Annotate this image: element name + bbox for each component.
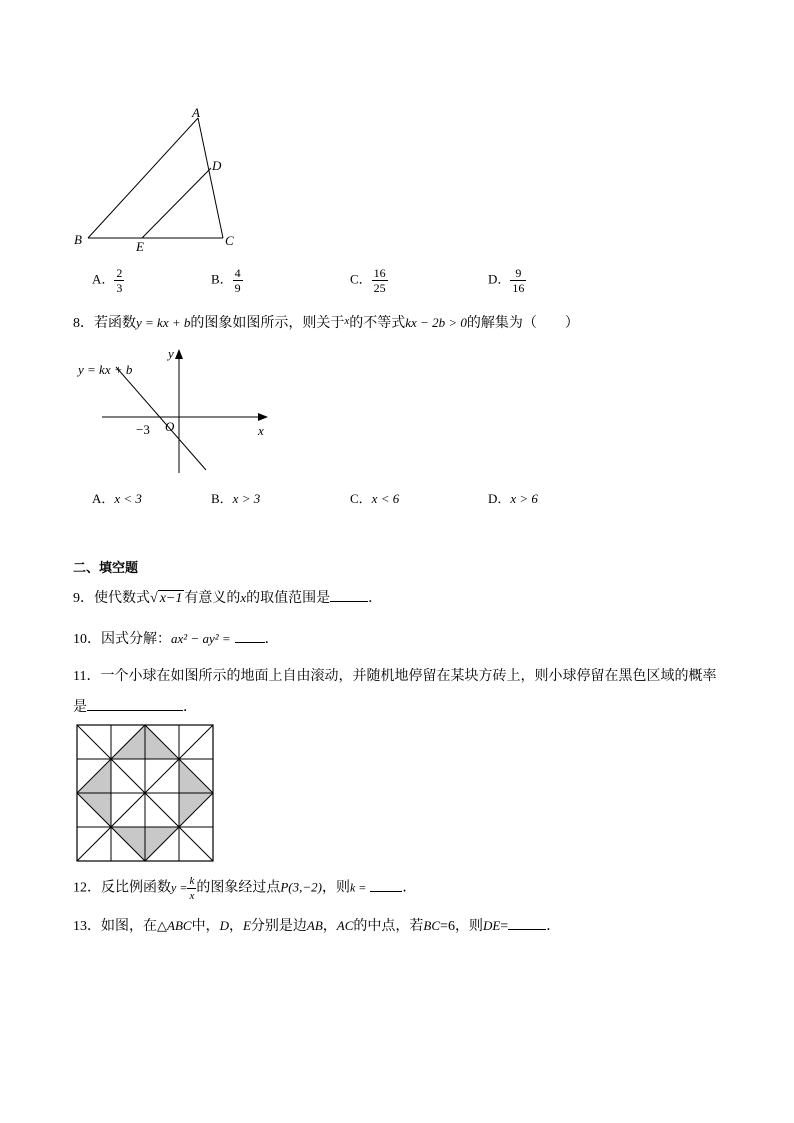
- q7-option-a[interactable]: A． $\frac{2}{3}$: [92, 266, 123, 295]
- segment-de: [142, 168, 211, 238]
- linear-graph-svg: [72, 343, 282, 483]
- q8-option-d[interactable]: D．x > 6: [488, 491, 538, 506]
- q8-option-c[interactable]: C．x < 6: [350, 491, 400, 506]
- y-axis-label: y: [168, 346, 174, 361]
- q9-answer-blank[interactable]: [330, 600, 368, 602]
- label-d: D: [212, 158, 222, 173]
- q7-option-d[interactable]: D． $\frac{9}{16}$: [488, 266, 525, 295]
- label-c: C: [225, 233, 234, 248]
- origin-label: O: [165, 419, 175, 434]
- q12-answer-blank[interactable]: [370, 890, 402, 892]
- triangle-svg: [70, 100, 250, 260]
- q11-question-line1: 11．一个小球在如图所示的地面上自由滚动，并随机地停留在某块方砖上，则小球停留在黑色区域的概率: [73, 669, 717, 684]
- grid-lines: [77, 725, 213, 861]
- section-fill-in-blank-title: 二、填空题: [73, 560, 139, 575]
- q8-question: 8．若函数y = kx + b的图象如图所示，则关于$^x$的不等式kx − 2b > 0的解集为（ ）: [73, 315, 579, 331]
- q10-answer-blank[interactable]: [235, 641, 265, 643]
- side-ab: [88, 118, 198, 238]
- label-a: A: [192, 105, 200, 120]
- tile-floor-svg: [74, 722, 216, 864]
- label-e: E: [136, 239, 144, 254]
- function-label: y = kx + b: [78, 362, 133, 377]
- label-b: B: [74, 232, 82, 247]
- q11-answer-blank[interactable]: [87, 709, 183, 711]
- q10-question: 10．因式分解：ax² − ay² = ．: [73, 631, 279, 647]
- triangle-figure: [70, 100, 250, 260]
- q8-option-a[interactable]: A．x < 3: [92, 491, 142, 506]
- function-line: [116, 367, 206, 470]
- linear-graph-figure: [72, 343, 282, 483]
- x-axis-label: x: [258, 423, 264, 438]
- q13-question: 13．如图，在△ABC中，D，E分别是边AB，AC的中点，若BC=6，则DE= ．: [73, 918, 561, 934]
- q8-option-b[interactable]: B．x > 3: [211, 491, 261, 506]
- q7-option-b[interactable]: B． $\frac{4}{9}$: [211, 266, 241, 295]
- q13-answer-blank[interactable]: [508, 928, 546, 930]
- y-axis-arrow-icon: [175, 349, 183, 359]
- q11-question-line2: 是 ．: [73, 700, 197, 715]
- tick-label-neg3: −3: [136, 422, 150, 437]
- q12-question: 12．反比例函数y = $\frac{k}{x}$ 的图象经过点P(3,−2)，则k = ．: [73, 875, 417, 902]
- q7-option-c[interactable]: C． $\frac{16}{25}$: [350, 266, 386, 295]
- q9-question: 9．使代数式√ x−1 有意义的x的取值范围是 ．: [73, 590, 383, 606]
- tile-floor-figure: [74, 722, 216, 864]
- x-axis-arrow-icon: [258, 413, 268, 421]
